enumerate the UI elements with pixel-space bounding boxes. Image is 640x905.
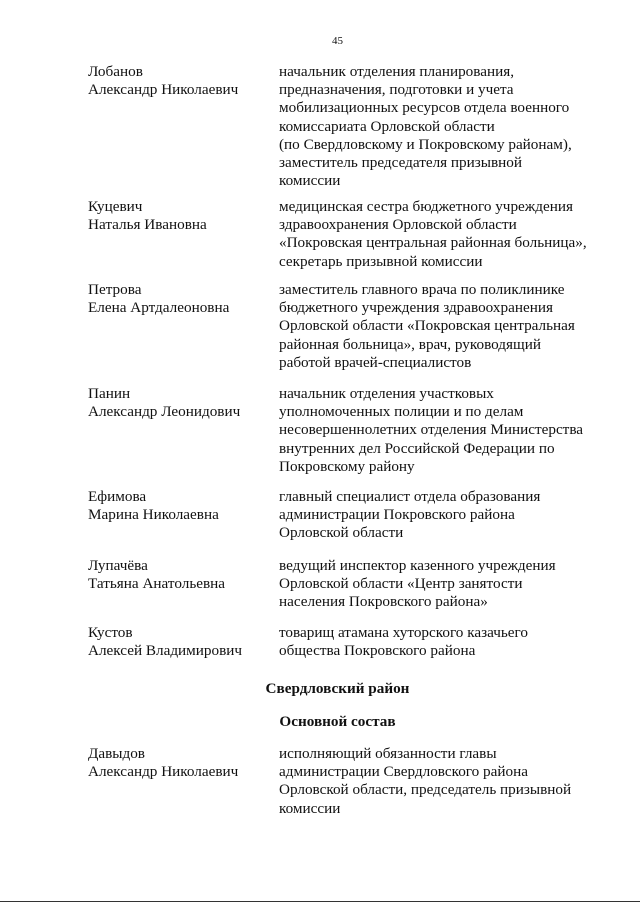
position-line: комиссариата Орловской области — [279, 117, 495, 135]
position-line: Орловской области — [279, 524, 404, 542]
position-line: начальник отделения планирования, — [279, 63, 515, 80]
district-heading: Свердловский район — [265, 680, 410, 697]
scan-bottom-edge — [0, 901, 640, 902]
member-name — [88, 63, 273, 99]
member-name — [88, 624, 273, 660]
member-position — [279, 624, 619, 660]
position-line: секретарь призывной комиссии — [279, 252, 483, 270]
position-line: комиссии — [279, 799, 341, 817]
member-position — [279, 198, 619, 271]
position-line: мобилизационных ресурсов отдела военного — [279, 99, 570, 117]
member-given-names: Александр Николаевич — [88, 81, 239, 99]
position-line: населения Покровского района» — [279, 593, 488, 611]
member-given-names: Елена Артдалеоновна — [88, 299, 230, 317]
member-position — [279, 745, 619, 818]
position-line: администрации Покровского района — [279, 506, 515, 524]
position-line: Орловской области «Центр занятости — [279, 575, 523, 593]
member-given-names: Татьяна Анатольевна — [88, 575, 226, 593]
position-line: комиссии — [279, 172, 341, 190]
member-name — [88, 281, 273, 317]
composition-heading: Основной состав — [279, 713, 396, 730]
position-line: работой врачей-специалистов — [279, 353, 472, 371]
member-surname: Петрова — [88, 281, 142, 298]
member-surname: Кустов — [88, 624, 133, 641]
member-position — [279, 385, 619, 476]
member-position — [279, 281, 619, 372]
member-surname: Панин — [88, 385, 131, 402]
position-line: (по Свердловскому и Покровскому районам), — [279, 135, 572, 153]
position-line: исполняющий обязанности главы — [279, 745, 497, 762]
position-line: Орловской области, председатель призывной — [279, 781, 572, 799]
position-line: уполномоченных полиции и по делам — [279, 403, 524, 421]
position-line: ведущий инспектор казенного учреждения — [279, 557, 556, 574]
position-line: медицинская сестра бюджетного учреждения — [279, 198, 573, 215]
member-name — [88, 745, 273, 781]
member-surname: Ефимова — [88, 488, 147, 505]
member-position — [279, 557, 619, 612]
member-surname: Куцевич — [88, 198, 143, 215]
member-position — [279, 63, 619, 190]
position-line: общества Покровского района — [279, 642, 476, 660]
member-name — [88, 488, 273, 524]
member-given-names: Наталья Ивановна — [88, 216, 207, 234]
position-line: Орловской области «Покровская центральная — [279, 317, 575, 335]
member-given-names: Александр Николаевич — [88, 763, 239, 781]
position-line: несовершеннолетних отделения Министерства — [279, 421, 584, 439]
member-surname: Лупачёва — [88, 557, 148, 574]
member-surname: Лобанов — [88, 63, 143, 80]
member-name — [88, 557, 273, 593]
position-line: администрации Свердловского района — [279, 763, 528, 781]
position-line: бюджетного учреждения здравоохранения — [279, 299, 553, 317]
member-position — [279, 488, 619, 543]
position-line: «Покровская центральная районная больница», — [279, 234, 587, 252]
position-line: Покровскому району — [279, 457, 415, 475]
position-line: начальник отделения участковых — [279, 385, 494, 402]
member-given-names: Марина Николаевна — [88, 506, 219, 524]
position-line: главный специалист отдела образования — [279, 488, 541, 505]
page-number: 45 — [332, 35, 343, 47]
position-line: районная больница», врач, руководящий — [279, 335, 541, 353]
member-surname: Давыдов — [88, 745, 145, 762]
position-line: заместитель главного врача по поликлинике — [279, 281, 565, 298]
member-given-names: Алексей Владимирович — [88, 642, 243, 660]
position-line: внутренних дел Российской Федерации по — [279, 439, 555, 457]
position-line: предназначения, подготовки и учета — [279, 81, 514, 99]
member-given-names: Александр Леонидович — [88, 403, 241, 421]
member-name — [88, 385, 273, 421]
position-line: заместитель председателя призывной — [279, 154, 522, 172]
position-line: здравоохранения Орловской области — [279, 216, 517, 234]
position-line: товарищ атамана хуторского казачьего — [279, 624, 528, 641]
member-name — [88, 198, 273, 234]
